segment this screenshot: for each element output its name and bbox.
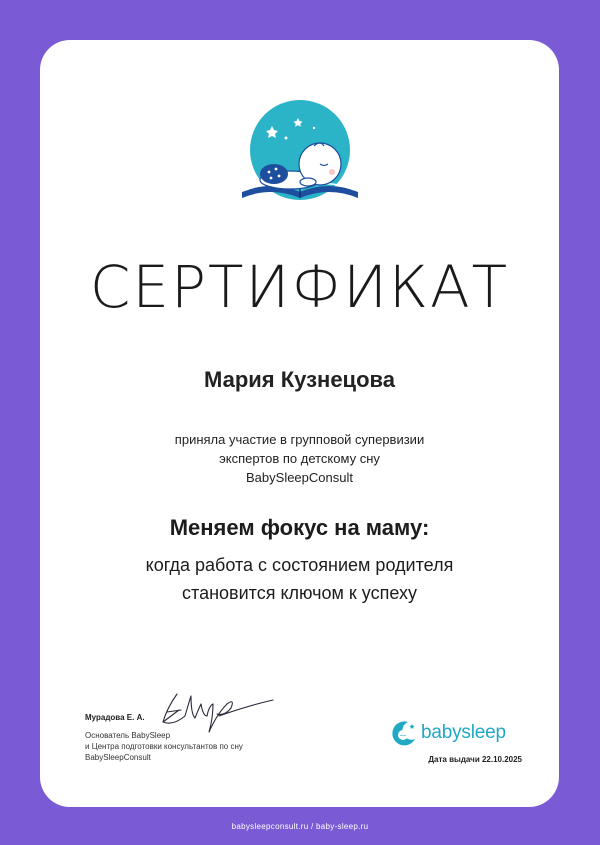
description-line: BabySleepConsult [246, 470, 353, 485]
issue-date: Дата выдачи 22.10.2025 [428, 755, 522, 764]
footer-links[interactable]: babysleepconsult.ru / baby-sleep.ru [231, 822, 369, 831]
certificate-description [40, 430, 559, 487]
course-subtitle [40, 551, 559, 607]
sleeping-baby-on-book-icon [236, 98, 364, 210]
role-line: и Центра подготовки консультантов по сну [85, 742, 243, 751]
course-subtitle-line: становится ключом к успеху [182, 583, 417, 603]
moon-baby-icon [390, 719, 418, 747]
course-title: Меняем фокус на маму: [169, 515, 430, 540]
recipient-name: Мария Кузнецова [203, 367, 395, 392]
brand-name-baby: baby [421, 722, 462, 743]
course-subtitle-line: когда работа с состоянием родителя [145, 555, 454, 575]
role-line: BabySleepConsult [85, 753, 151, 762]
brand-name [421, 722, 506, 744]
signatory-role [85, 730, 243, 763]
brand-logo [390, 719, 522, 751]
handwritten-signature [147, 686, 277, 734]
certificate-card [40, 40, 559, 807]
description-line: приняла участие в групповой супервизии [174, 432, 425, 447]
certificate-title: СЕРТИФИКАТ [89, 253, 510, 321]
signatory-name: Мурадова Е. А. [85, 713, 145, 722]
brand-name-sleep: sleep [461, 722, 506, 743]
role-line: Основатель BabySleep [85, 731, 171, 740]
description-line: экспертов по детскому сну [219, 451, 380, 466]
